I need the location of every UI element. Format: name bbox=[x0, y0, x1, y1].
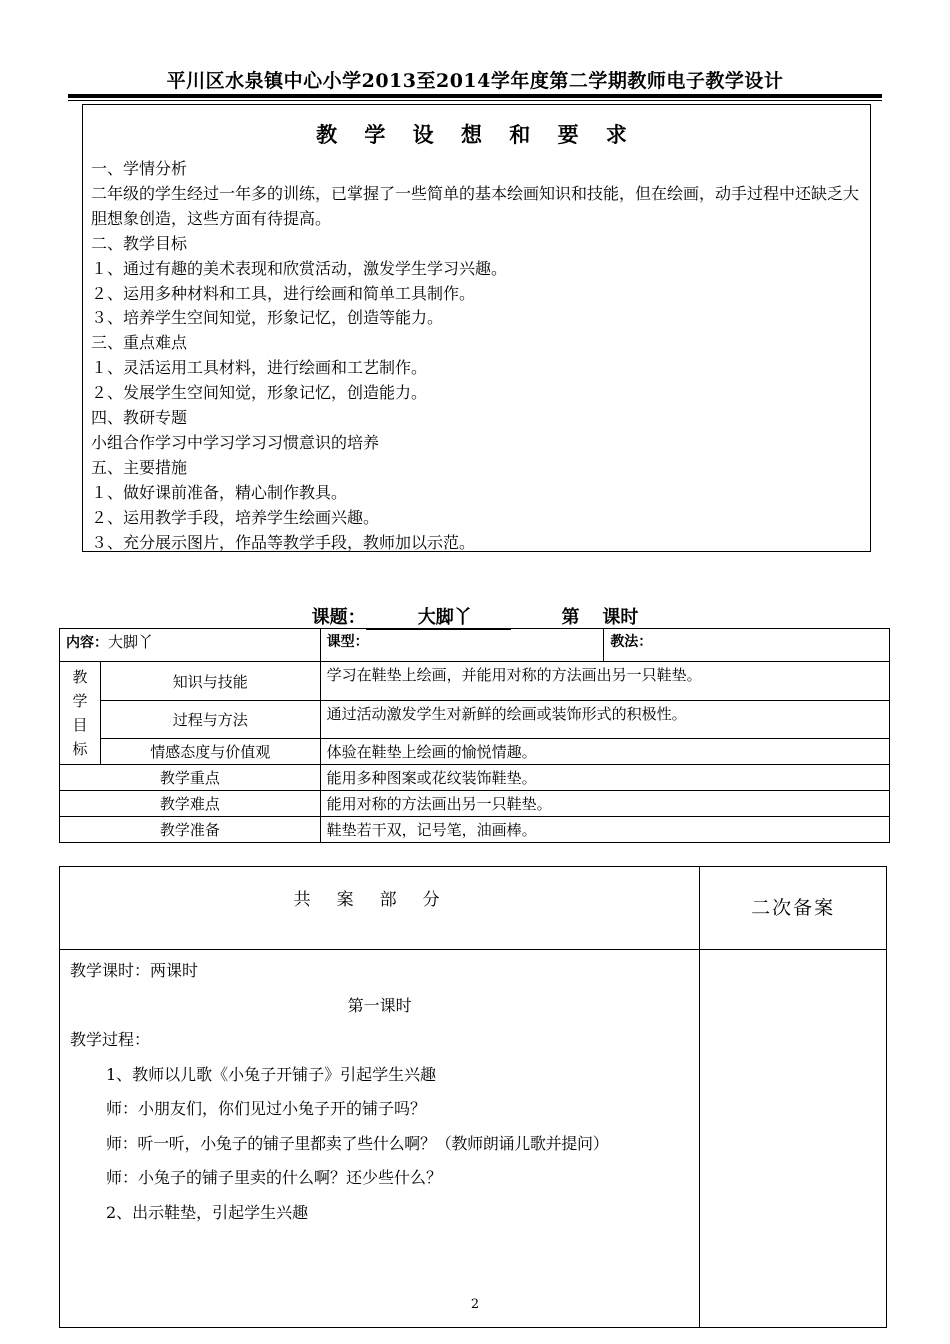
design-line: １、灵活运用工具材料，进行绘画和工艺制作。 bbox=[91, 358, 428, 378]
teaching-design-title: 教 学 设 想 和 要 求 bbox=[316, 122, 637, 147]
design-line: １、通过有趣的美术表现和欣赏活动，激发学生学习兴趣。 bbox=[91, 258, 508, 278]
page-number: 2 bbox=[470, 1297, 480, 1312]
shared-plan-title: 共案部分 bbox=[60, 867, 700, 950]
design-line: ２、运用多种材料和工具，进行绘画和简单工具制作。 bbox=[91, 283, 476, 303]
goal-row bbox=[60, 701, 890, 739]
process-step: 2、出示鞋垫，引起学生兴趣 bbox=[106, 1202, 309, 1222]
row-value: 能用对称的方法画出另一只鞋垫。 bbox=[320, 791, 889, 817]
lesson-topic bbox=[0, 603, 950, 630]
content-cell: 内容：大脚丫 bbox=[60, 629, 321, 662]
design-line: 三、重点难点 bbox=[91, 333, 188, 353]
goal-value: 学习在鞋垫上绘画，并能用对称的方法画出另一只鞋垫。 bbox=[320, 662, 889, 701]
topic-name: 大脚丫 bbox=[366, 603, 512, 630]
goal-value: 体验在鞋垫上绘画的愉悦情趣。 bbox=[320, 739, 889, 765]
lesson-plan-table bbox=[59, 866, 887, 1328]
design-line: ２、运用教学手段，培养学生绘画兴趣。 bbox=[91, 507, 380, 527]
topic-period-prefix: 第 bbox=[561, 607, 580, 628]
lesson-row bbox=[60, 791, 890, 817]
lesson-row bbox=[60, 817, 890, 843]
plan-body bbox=[60, 950, 700, 1328]
design-line: 二、教学目标 bbox=[91, 233, 188, 253]
teaching-design-box bbox=[82, 104, 871, 552]
goal-value: 通过活动激发学生对新鲜的绘画或装饰形式的积极性。 bbox=[320, 701, 889, 739]
design-line: 二年级的学生经过一年多的训练，已掌握了一些简单的基本绘画知识和技能，但在绘画，动手过程中还缺乏大胆想象创造，这些方面有待提高。 bbox=[91, 183, 860, 228]
row-name: 教学准备 bbox=[60, 817, 321, 843]
design-line: 五、主要措施 bbox=[91, 457, 188, 477]
topic-label: 课题： bbox=[311, 607, 366, 628]
lesson-type-cell: 课型： bbox=[320, 629, 604, 662]
goals-label-cell: 教学目标 bbox=[60, 662, 101, 765]
row-value: 能用多种图案或花纹装饰鞋垫。 bbox=[320, 765, 889, 791]
design-line: 四、教研专题 bbox=[91, 408, 188, 428]
design-line: １、做好课前准备，精心制作教具。 bbox=[91, 482, 348, 502]
goal-name: 知识与技能 bbox=[100, 662, 320, 701]
row-name: 教学重点 bbox=[60, 765, 321, 791]
process-step: 师：小朋友们，你们见过小兔子开的铺子吗？ bbox=[106, 1099, 427, 1118]
header-rule-thin bbox=[68, 100, 882, 101]
design-line: ３、充分展示图片，作品等教学手段，教师加以示范。 bbox=[91, 532, 476, 552]
goal-name: 情感态度与价值观 bbox=[100, 739, 320, 765]
teaching-design-lines bbox=[91, 157, 864, 556]
process-label: 教学过程： bbox=[70, 1030, 151, 1049]
process-step: 师：听一听，小兔子的铺子里都卖了些什么啊？（教师朗诵儿歌并提问） bbox=[106, 1133, 609, 1153]
topic-period-blank bbox=[580, 607, 603, 629]
design-line: 小组合作学习中学习学习习惯意识的培养 bbox=[91, 432, 380, 452]
process-step: 1、教师以儿歌《小兔子开铺子》引起学生兴趣 bbox=[106, 1064, 437, 1084]
design-line: 一、学情分析 bbox=[91, 159, 188, 178]
lesson-header-row bbox=[60, 629, 890, 662]
lesson-row bbox=[60, 765, 890, 791]
process-step: 师：小兔子的铺子里卖的什么啊？还少些什么？ bbox=[106, 1168, 443, 1187]
row-name: 教学难点 bbox=[60, 791, 321, 817]
topic-period-suffix: 课时 bbox=[602, 607, 639, 628]
period-heading: 第一课时 bbox=[347, 995, 412, 1015]
design-line: ２、发展学生空间知觉，形象记忆，创造能力。 bbox=[91, 383, 428, 403]
second-plan-title: 二次备案 bbox=[700, 867, 887, 950]
goal-name: 过程与方法 bbox=[100, 701, 320, 739]
row-value: 鞋垫若干双，记号笔，油画棒。 bbox=[320, 817, 889, 843]
document-header-title: 平川区水泉镇中心小学2013至2014学年度第二学期教师电子教学设计 bbox=[166, 70, 784, 92]
teaching-method-cell: 教法： bbox=[604, 629, 890, 662]
goal-row bbox=[60, 739, 890, 765]
teaching-hours: 教学课时：两课时 bbox=[70, 961, 199, 980]
goal-row bbox=[60, 662, 890, 701]
lesson-info-table bbox=[59, 628, 890, 843]
header-rule-thick bbox=[68, 94, 882, 98]
design-line: ３、培养学生空间知觉，形象记忆，创造等能力。 bbox=[91, 308, 444, 328]
second-plan-body bbox=[700, 950, 887, 1328]
